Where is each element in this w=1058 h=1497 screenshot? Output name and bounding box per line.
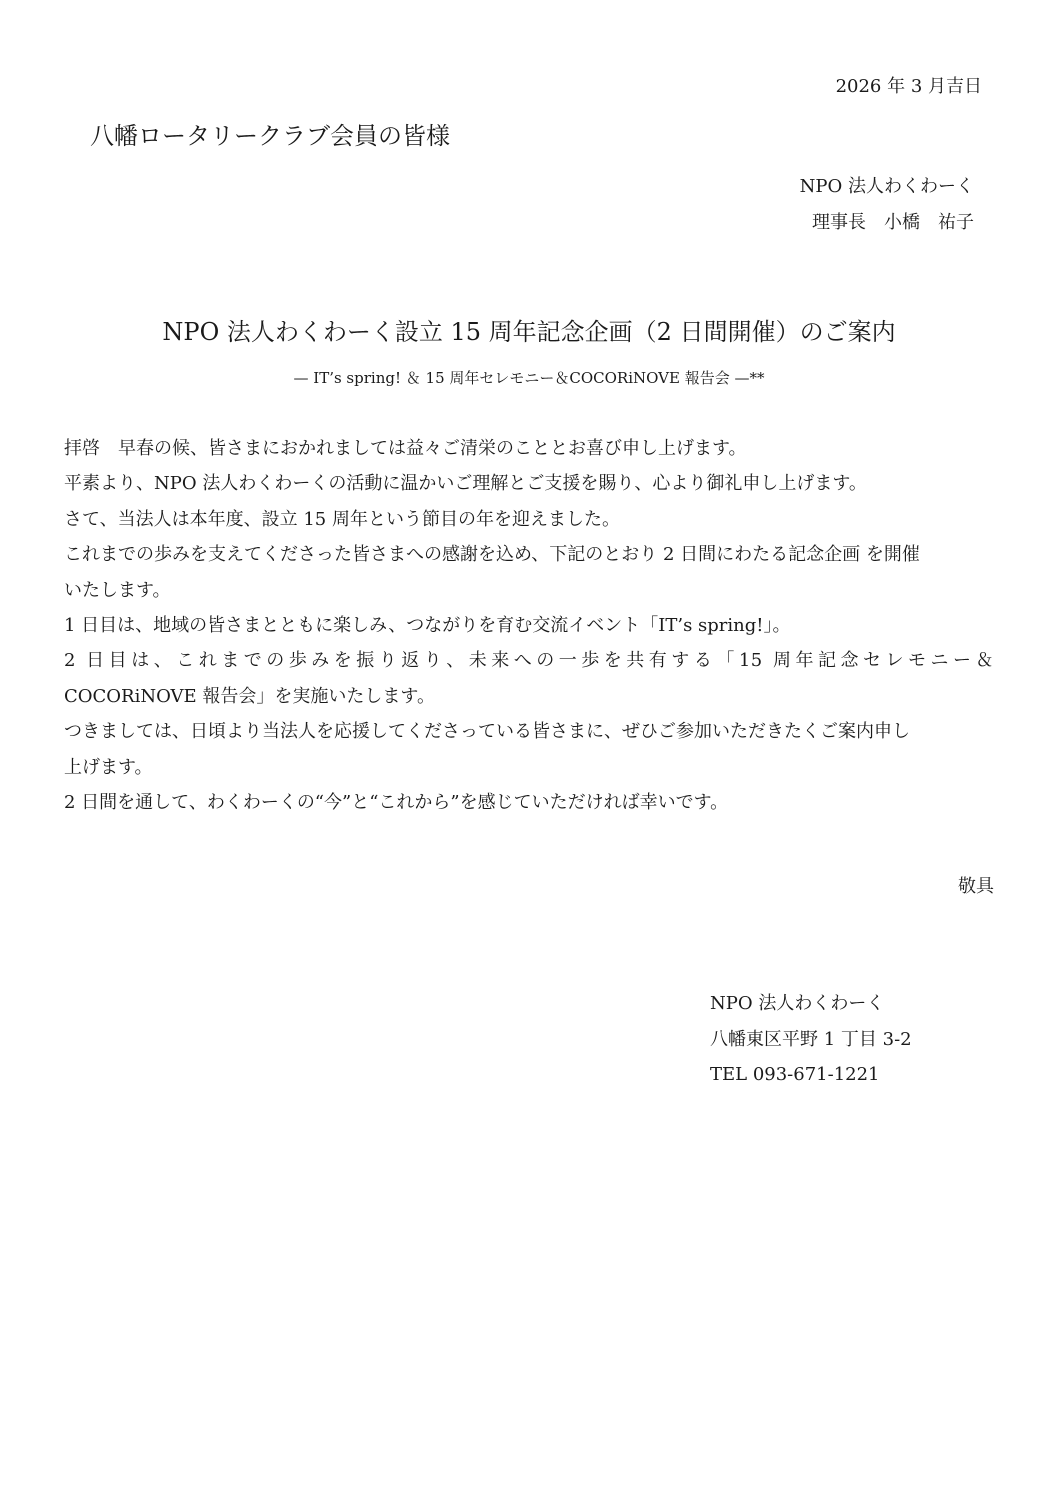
- body-line: 平素より、NPO 法人わくわーくの活動に温かいご理解とご支援を賜り、心より御礼申し上げます。: [64, 473, 867, 495]
- footer-telephone: TEL 093-671-1221: [710, 1064, 880, 1085]
- body-line: 2 日間を通して、わくわーくの“今”と“これから”を感じていただければ幸いです。: [64, 792, 729, 814]
- body-line: COCORiNOVE 報告会」を実施いたします。: [64, 685, 435, 707]
- body-line: いたします。: [64, 579, 171, 601]
- recipient-line: 八幡ロータリークラブ会員の皆様: [90, 122, 450, 150]
- body-line: 拝啓 早春の候、皆さまにおかれましては益々ご清栄のこととお喜び申し上げます。: [64, 438, 747, 459]
- sender-organization: NPO 法人わくわーく: [799, 176, 974, 197]
- document-subtitle: — IT’s spring! ＆ 15 周年セレモニー＆COCORiNOVE 報告会 —**: [293, 369, 765, 387]
- body-line: さて、当法人は本年度、設立 15 周年という節目の年を迎えました。: [64, 508, 620, 530]
- footer-organization: NPO 法人わくわーく: [710, 993, 885, 1014]
- document-title: NPO 法人わくわーく設立 15 周年記念企画（2 日間開催）のご案内: [162, 318, 896, 346]
- body-line: 2 日目は、これまでの歩みを振り返り、未来への一歩を共有する「15 周年記念セレモニー＆: [64, 650, 994, 672]
- closing-phrase: 敬具: [958, 876, 994, 897]
- body-line: 1 日目は、地域の皆さまとともに楽しみ、つながりを育む交流イベント「IT’s spring!」。: [64, 615, 791, 637]
- body-line: これまでの歩みを支えてくださった皆さまへの感謝を込め、下記のとおり 2 日間にわたる記念企画 を開催: [64, 544, 920, 566]
- sender-name: 理事長 小橋 祐子: [812, 212, 974, 233]
- letter-date: 2026 年 3 月吉日: [835, 76, 982, 97]
- letter-body: [64, 431, 994, 820]
- body-line: つきましては、日頃より当法人を応援してくださっている皆さまに、ぜひご参加いただきたくご案内申し: [64, 721, 910, 743]
- footer-contact-block: [710, 986, 912, 1093]
- footer-address: 八幡東区平野 1 丁目 3-2: [710, 1028, 912, 1050]
- body-line: 上げます。: [64, 756, 153, 778]
